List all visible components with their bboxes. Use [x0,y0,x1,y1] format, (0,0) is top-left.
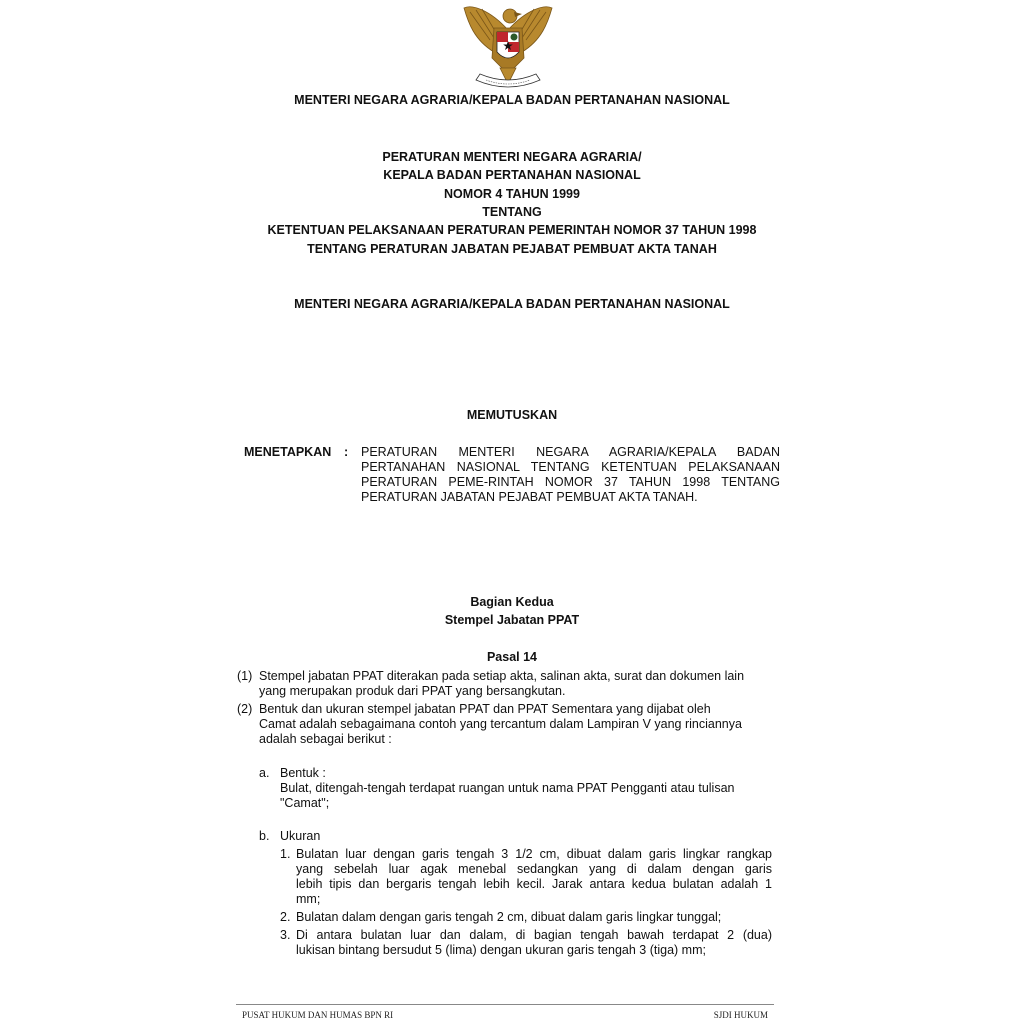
subitem-number: 1. [280,847,291,861]
subitem-line: mm; [296,892,321,906]
footer-divider [236,1004,774,1005]
part-title: Stempel Jabatan PPAT [444,613,580,627]
subitem-line: Di antara bulatan luar dan dalam, di bagian tengah bawah terdapat 2 (dua) [296,928,772,942]
subitem-line: yang sebelah luar agak menebal sedangkan yang di dalam dengan garis [296,862,772,876]
title-line-4: TENTANG [482,205,542,219]
part-heading: Bagian Kedua [470,595,554,609]
item-letter: a. [259,766,270,780]
decision-line: PERTANAHAN NASIONAL TENTANG KETENTUAN PELAKSANAAN [361,460,780,474]
article-heading: Pasal 14 [486,650,538,664]
paragraph-line: Camat adalah sebagaimana contoh yang tercantum dalam Lampiran V yang rinciannya [259,717,742,731]
decision-label: MENETAPKAN [244,445,332,459]
decision-line: PERATURAN JABATAN PEJABAT PEMBUAT AKTA TANAH. [361,490,698,504]
decision-colon: : [344,445,349,459]
subitem-line: Bulatan luar dengan garis tengah 3 1/2 cm, dibuat dalam garis lingkar rangkap [296,847,772,861]
subitem-number: 3. [280,928,291,942]
title-line-6: TENTANG PERATURAN JABATAN PEJABAT PEMBUAT AKTA TANAH [307,242,717,256]
decision-heading: MEMUTUSKAN [466,408,558,422]
subitem-line: lebih tipis dan bergaris tengah lebih kecil. Jarak antara kedua bulatan adalah 1 [296,877,772,891]
footer-right: SJDI HUKUM [713,1010,768,1020]
issuer-heading: MENTERI NEGARA AGRARIA/KEPALA BADAN PERTANAHAN NASIONAL [294,93,730,107]
decision-line: PERATURAN PEME-RINTAH NOMOR 37 TAHUN 1998 TENTANG [361,475,780,489]
paragraph-line: Bentuk dan ukuran stempel jabatan PPAT dan PPAT Sementara yang dijabat oleh [259,702,711,716]
title-line-1: PERATURAN MENTERI NEGARA AGRARIA/ [382,150,642,164]
title-line-2: KEPALA BADAN PERTANAHAN NASIONAL [383,168,641,182]
paragraph-number: (2) [237,702,253,716]
item-line: "Camat"; [280,796,330,810]
item-label: Ukuran [280,829,321,843]
paragraph-line: yang merupakan produk dari PPAT yang bersangkutan. [259,684,566,698]
footer-left: PUSAT HUKUM DAN HUMAS BPN RI [242,1010,394,1020]
item-letter: b. [259,829,270,843]
subitem-line: lukisan bintang bersudut 5 (lima) dengan ukuran garis tengah 3 (tiga) mm; [296,943,706,957]
preamble-issuer: MENTERI NEGARA AGRARIA/KEPALA BADAN PERTANAHAN NASIONAL [294,297,730,311]
paragraph-number: (1) [237,669,253,683]
subitem-number: 2. [280,910,291,924]
paragraph-line: adalah sebagai berikut : [259,732,392,746]
garuda-emblem-icon [460,0,556,92]
item-label: Bentuk : [280,766,326,780]
item-line: Bulat, ditengah-tengah terdapat ruangan untuk nama PPAT Pengganti atau tulisan [280,781,735,795]
subitem-line: Bulatan dalam dengan garis tengah 2 cm, dibuat dalam garis lingkar tunggal; [296,910,722,924]
decision-line: PERATURAN MENTERI NEGARA AGRARIA/KEPALA BADAN [361,445,780,459]
paragraph-line: Stempel jabatan PPAT diterakan pada setiap akta, salinan akta, surat dan dokumen lain [259,669,745,683]
title-line-3: NOMOR 4 TAHUN 1999 [444,187,580,201]
title-line-5: KETENTUAN PELAKSANAAN PERATURAN PEMERINTAH NOMOR 37 TAHUN 1998 [267,223,757,237]
